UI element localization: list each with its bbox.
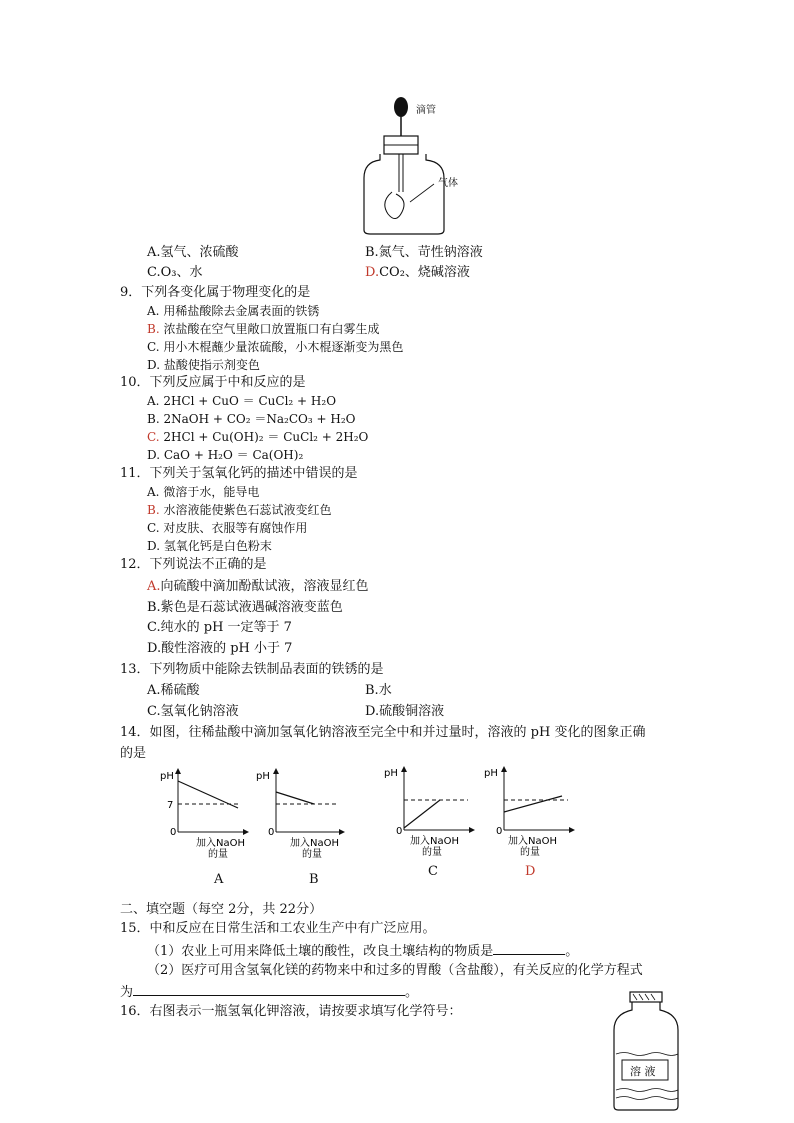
q15-part2-answer-line: 为 。 [120, 985, 419, 1000]
q11-option-c[interactable]: C. 对皮肤、衣服等有腐蚀作用 [147, 521, 308, 535]
koh-solution-bottle-figure [608, 990, 684, 1114]
ph-graph-d[interactable] [482, 764, 582, 860]
graph-b-ylabel: pH [256, 771, 270, 782]
q12-option-a[interactable]: A.向硫酸中滴加酚酞试液，溶液显红色 [147, 579, 369, 594]
q15-answer2-blank[interactable] [133, 983, 405, 996]
q8-option-c[interactable]: C.O₃、水 [147, 265, 203, 280]
q9-option-b[interactable]: B. 浓盐酸在空气里敞口放置瓶口有白雾生成 [147, 322, 380, 336]
graph-b-zero: 0 [268, 827, 275, 838]
q8-option-d[interactable]: D.CO₂、烧碱溶液 [365, 265, 470, 280]
gas-label: 气体 [438, 178, 458, 189]
ph-curve-d [504, 796, 562, 812]
graph-a-xlabel2: 的量 [208, 849, 228, 860]
q10-stem: 10．下列反应属于中和反应的是 [120, 375, 306, 390]
q14-stem-line1: 14．如图，往稀盐酸中滴加氢氧化钠溶液至完全中和并过量时，溶液的 pH 变化的图象正确 [120, 725, 646, 740]
q12-option-b[interactable]: B.紫色是石蕊试液遇碱溶液变蓝色 [147, 600, 343, 615]
q12-stem: 12．下列说法不正确的是 [120, 557, 267, 572]
graph-c-xlabel1: 加入NaOH [410, 836, 459, 847]
dropper-gas-bottle-figure [350, 92, 480, 240]
dropper-label: 滴管 [416, 105, 436, 116]
graph-d-zero: 0 [496, 826, 503, 837]
graph-d-letter[interactable]: D [525, 864, 536, 879]
graph-c-xlabel2: 的量 [422, 847, 442, 858]
ph-graph-b[interactable] [254, 766, 354, 862]
q9-option-d[interactable]: D. 盐酸使指示剂变色 [147, 358, 260, 372]
q12-option-d[interactable]: D.酸性溶液的 pH 小于 7 [147, 641, 293, 656]
q16-stem: 16．右图表示一瓶氢氧化钾溶液，请按要求填写化学符号： [120, 1004, 462, 1019]
graph-a-letter[interactable]: A [214, 872, 224, 887]
q10-option-b[interactable]: B. 2NaOH + CO₂ ＝Na₂CO₃ + H₂O [147, 412, 356, 426]
q14-stem-line2: 的是 [120, 746, 147, 761]
graph-d-xlabel2: 的量 [520, 847, 540, 858]
graph-b-xlabel1: 加入NaOH [290, 838, 339, 849]
bottle-outline [614, 1002, 678, 1110]
q12-option-c[interactable]: C.纯水的 pH 一定等于 7 [147, 620, 292, 635]
q13-option-a[interactable]: A.稀硫酸 [147, 683, 200, 698]
q10-option-c[interactable]: C. 2HCl + Cu(OH)₂ ＝ CuCl₂ + 2H₂O [147, 430, 369, 444]
q11-stem: 11．下列关于氢氧化钙的描述中错误的是 [120, 466, 358, 481]
q15-part1: （1）农业上可用来降低土壤的酸性，改良土壤结构的物质是 。 [147, 944, 579, 959]
graph-d-xlabel1: 加入NaOH [508, 836, 557, 847]
ph-graph-c[interactable] [382, 764, 482, 860]
section2-title: 二、填空题（每空 2分，共 22分） [120, 902, 323, 917]
graph-c-letter[interactable]: C [428, 864, 438, 879]
graph-a-seven: 7 [167, 800, 174, 811]
ph-graph-a[interactable] [158, 766, 258, 862]
q11-option-a[interactable]: A. 微溶于水，能导电 [147, 485, 260, 499]
graph-b-letter[interactable]: B [309, 872, 319, 887]
q8-option-b[interactable]: B.氮气、苛性钠溶液 [365, 245, 483, 260]
q10-option-d[interactable]: D. CaO + H₂O ＝ Ca(OH)₂ [147, 448, 304, 462]
q9-option-c[interactable]: C. 用小木棍蘸少量浓硫酸，小木棍逐渐变为黑色 [147, 340, 404, 354]
q15-answer1-blank[interactable] [493, 942, 565, 955]
dropper-bulb [394, 97, 408, 117]
bottle-body [364, 154, 444, 234]
q15-stem: 15．中和反应在日常生活和工农业生产中有广泛应用。 [120, 921, 436, 936]
q9-stem: 9．下列各变化属于物理变化的是 [120, 285, 311, 300]
balloon-shape [385, 192, 404, 219]
graph-b-xlabel2: 的量 [302, 849, 322, 860]
graph-d-ylabel: pH [484, 768, 498, 779]
graph-c-ylabel: pH [384, 768, 398, 779]
q13-option-b[interactable]: B.水 [365, 683, 392, 698]
q11-option-d[interactable]: D. 氢氧化钙是白色粉末 [147, 539, 272, 553]
q13-option-c[interactable]: C.氢氧化钠溶液 [147, 704, 239, 719]
q13-stem: 13．下列物质中能除去铁制品表面的铁锈的是 [120, 662, 384, 677]
graph-c-zero: 0 [396, 826, 403, 837]
ph-curve-c [404, 800, 440, 828]
q15-part2: （2）医疗可用含氢氧化镁的药物来中和过多的胃酸（含盐酸），有关反应的化学方程式 [147, 963, 643, 978]
graph-a-zero: 0 [170, 827, 177, 838]
graph-a-xlabel1: 加入NaOH [196, 838, 245, 849]
ph-curve-b [276, 792, 314, 804]
q8-option-a[interactable]: A.氢气、浓硫酸 [147, 245, 239, 260]
q13-option-d[interactable]: D.硫酸铜溶液 [365, 704, 445, 719]
q9-option-a[interactable]: A. 用稀盐酸除去金属表面的铁锈 [147, 304, 320, 318]
q11-option-b[interactable]: B. 水溶液能使紫色石蕊试液变红色 [147, 503, 332, 517]
bottle-label-text: 溶 液 [630, 1065, 656, 1078]
graph-a-ylabel: pH [160, 771, 174, 782]
q10-option-a[interactable]: A. 2HCl + CuO ＝ CuCl₂ + H₂O [147, 394, 337, 408]
